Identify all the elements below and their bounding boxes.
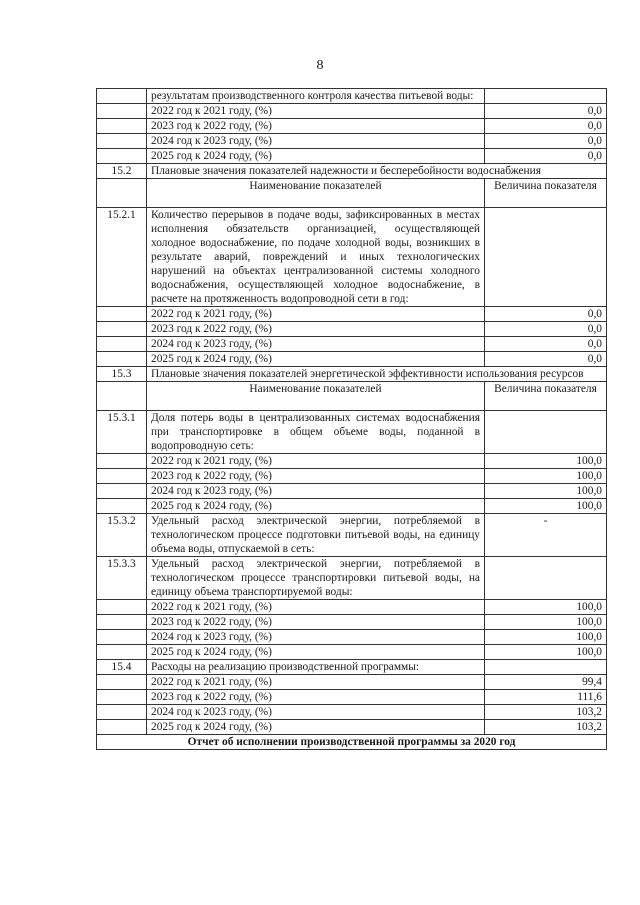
indicator-name: 2023 год к 2022 году, (%) bbox=[147, 615, 485, 630]
indicator-name: 2022 год к 2021 году, (%) bbox=[147, 454, 485, 469]
indicator-value: 0,0 bbox=[485, 104, 607, 119]
indicator-value: 0,0 bbox=[485, 134, 607, 149]
row-number bbox=[97, 322, 147, 337]
header-indicator-name: Наименование показателей bbox=[147, 179, 485, 208]
table-row bbox=[97, 337, 607, 352]
indicator-value: 0,0 bbox=[485, 119, 607, 134]
indicator-value: 99,4 bbox=[485, 675, 607, 690]
row-number bbox=[97, 337, 147, 352]
table-row bbox=[97, 119, 607, 134]
row-number bbox=[97, 720, 147, 735]
indicator-value: 100,0 bbox=[485, 484, 607, 499]
indicator-value: - bbox=[485, 514, 607, 557]
row-number bbox=[97, 89, 147, 104]
indicator-row bbox=[97, 557, 607, 600]
indicator-name: 2024 год к 2023 году, (%) bbox=[147, 630, 485, 645]
indicator-name: 2023 год к 2022 году, (%) bbox=[147, 322, 485, 337]
indicators-table-body bbox=[97, 89, 607, 750]
row-number: 15.3.2 bbox=[97, 514, 147, 557]
table-row bbox=[97, 307, 607, 322]
section-row bbox=[97, 164, 607, 179]
row-number bbox=[97, 134, 147, 149]
indicator-name: Удельный расход электрической энергии, потребляемой в технологическом процессе транспортировки питьевой воды, на единицу объема транспортируемой воды: bbox=[147, 557, 485, 600]
table-row bbox=[97, 484, 607, 499]
indicator-name: Доля потерь воды в централизованных системах водоснабжения при транспортировке в общем объеме воды, поданной в водопроводную сеть: bbox=[147, 411, 485, 454]
indicator-name: 2024 год к 2023 году, (%) bbox=[147, 705, 485, 720]
indicator-value bbox=[485, 411, 607, 454]
table-row bbox=[97, 149, 607, 164]
report-heading-row bbox=[97, 735, 607, 750]
indicator-name: 2023 год к 2022 году, (%) bbox=[147, 469, 485, 484]
row-number bbox=[97, 454, 147, 469]
row-number bbox=[97, 469, 147, 484]
row-number bbox=[97, 600, 147, 615]
indicator-name: 2022 год к 2021 году, (%) bbox=[147, 104, 485, 119]
row-number bbox=[97, 149, 147, 164]
indicator-value bbox=[485, 89, 607, 104]
table-row bbox=[97, 322, 607, 337]
header-empty-cell bbox=[97, 179, 147, 208]
indicator-name: 2025 год к 2024 году, (%) bbox=[147, 720, 485, 735]
header-empty-cell bbox=[97, 382, 147, 411]
column-header-row bbox=[97, 179, 607, 208]
indicator-value: 100,0 bbox=[485, 469, 607, 484]
indicator-value bbox=[485, 660, 607, 675]
table-row bbox=[97, 600, 607, 615]
indicator-name: 2024 год к 2023 году, (%) bbox=[147, 134, 485, 149]
indicator-name: 2025 год к 2024 году, (%) bbox=[147, 645, 485, 660]
table-row bbox=[97, 615, 607, 630]
indicator-value: 100,0 bbox=[485, 600, 607, 615]
table-row bbox=[97, 630, 607, 645]
table-row bbox=[97, 645, 607, 660]
header-indicator-value: Величина показателя bbox=[485, 382, 607, 411]
row-number bbox=[97, 615, 147, 630]
indicators-table bbox=[96, 88, 607, 750]
indicator-value: 103,2 bbox=[485, 705, 607, 720]
indicator-value: 100,0 bbox=[485, 645, 607, 660]
indicator-value: 111,6 bbox=[485, 690, 607, 705]
indicator-value: 0,0 bbox=[485, 337, 607, 352]
row-number bbox=[97, 499, 147, 514]
indicator-name: 2024 год к 2023 году, (%) bbox=[147, 484, 485, 499]
indicator-value: 0,0 bbox=[485, 322, 607, 337]
indicator-name: 2025 год к 2024 году, (%) bbox=[147, 499, 485, 514]
indicator-name: 2022 год к 2021 году, (%) bbox=[147, 675, 485, 690]
table-row bbox=[97, 454, 607, 469]
section-title: Плановые значения показателей энергетической эффективности использования ресурсов bbox=[147, 367, 607, 382]
table-row bbox=[97, 134, 607, 149]
section-row bbox=[97, 367, 607, 382]
indicator-name: результатам производственного контроля качества питьевой воды: bbox=[147, 89, 485, 104]
indicator-value: 100,0 bbox=[485, 630, 607, 645]
column-header-row bbox=[97, 382, 607, 411]
row-number bbox=[97, 119, 147, 134]
table-row bbox=[97, 469, 607, 484]
row-number bbox=[97, 104, 147, 119]
table-row bbox=[97, 705, 607, 720]
indicator-name: 2022 год к 2021 году, (%) bbox=[147, 307, 485, 322]
row-number: 15.4 bbox=[97, 660, 147, 675]
row-number bbox=[97, 352, 147, 367]
indicator-name: 2024 год к 2023 году, (%) bbox=[147, 337, 485, 352]
indicator-value: 0,0 bbox=[485, 307, 607, 322]
header-indicator-value: Величина показателя bbox=[485, 179, 607, 208]
indicator-row bbox=[97, 411, 607, 454]
row-number: 15.3.3 bbox=[97, 557, 147, 600]
row-number bbox=[97, 690, 147, 705]
indicator-name: Удельный расход электрической энергии, потребляемой в технологическом процессе подготовки питьевой воды, на единицу объема воды, отпускаемой в сеть: bbox=[147, 514, 485, 557]
row-number bbox=[97, 630, 147, 645]
table-row bbox=[97, 690, 607, 705]
page-number: 8 bbox=[316, 58, 324, 73]
row-number bbox=[97, 484, 147, 499]
row-number bbox=[97, 645, 147, 660]
indicator-row bbox=[97, 660, 607, 675]
indicator-name: Расходы на реализацию производственной программы: bbox=[147, 660, 485, 675]
table-row bbox=[97, 499, 607, 514]
indicator-value: 100,0 bbox=[485, 499, 607, 514]
report-heading: Отчет об исполнении производственной программы за 2020 год bbox=[97, 735, 607, 750]
indicator-name: Количество перерывов в подаче воды, зафиксированных в местах исполнения обязательств организацией, осуществляющей холодное водоснабжение, по подаче холодной воды, возникших в результате аварий, повреждений и иных технологических нарушений на объектах централизованной системы холодного водоснабжения, осуществляющей холодное водоснабжение, в расчете на протяженность водопроводной сети в год: bbox=[147, 208, 485, 307]
indicator-name: 2023 год к 2022 году, (%) bbox=[147, 690, 485, 705]
indicator-name: 2023 год к 2022 году, (%) bbox=[147, 119, 485, 134]
indicator-value: 100,0 bbox=[485, 615, 607, 630]
table-row bbox=[97, 675, 607, 690]
indicator-row bbox=[97, 514, 607, 557]
section-number: 15.2 bbox=[97, 164, 147, 179]
row-number: 15.2.1 bbox=[97, 208, 147, 307]
indicator-value bbox=[485, 208, 607, 307]
row-number bbox=[97, 307, 147, 322]
indicator-value bbox=[485, 557, 607, 600]
indicator-value: 0,0 bbox=[485, 149, 607, 164]
indicator-value: 0,0 bbox=[485, 352, 607, 367]
indicator-name: 2022 год к 2021 году, (%) bbox=[147, 600, 485, 615]
header-indicator-name: Наименование показателей bbox=[147, 382, 485, 411]
indicator-row bbox=[97, 208, 607, 307]
indicator-name: 2025 год к 2024 году, (%) bbox=[147, 352, 485, 367]
table-row bbox=[97, 104, 607, 119]
row-number bbox=[97, 705, 147, 720]
row-number bbox=[97, 675, 147, 690]
table-row bbox=[97, 352, 607, 367]
row-number: 15.3.1 bbox=[97, 411, 147, 454]
section-number: 15.3 bbox=[97, 367, 147, 382]
indicator-value: 103,2 bbox=[485, 720, 607, 735]
table-row bbox=[97, 720, 607, 735]
indicator-name: 2025 год к 2024 году, (%) bbox=[147, 149, 485, 164]
indicator-row bbox=[97, 89, 607, 104]
indicator-value: 100,0 bbox=[485, 454, 607, 469]
section-title: Плановые значения показателей надежности и бесперебойности водоснабжения bbox=[147, 164, 607, 179]
